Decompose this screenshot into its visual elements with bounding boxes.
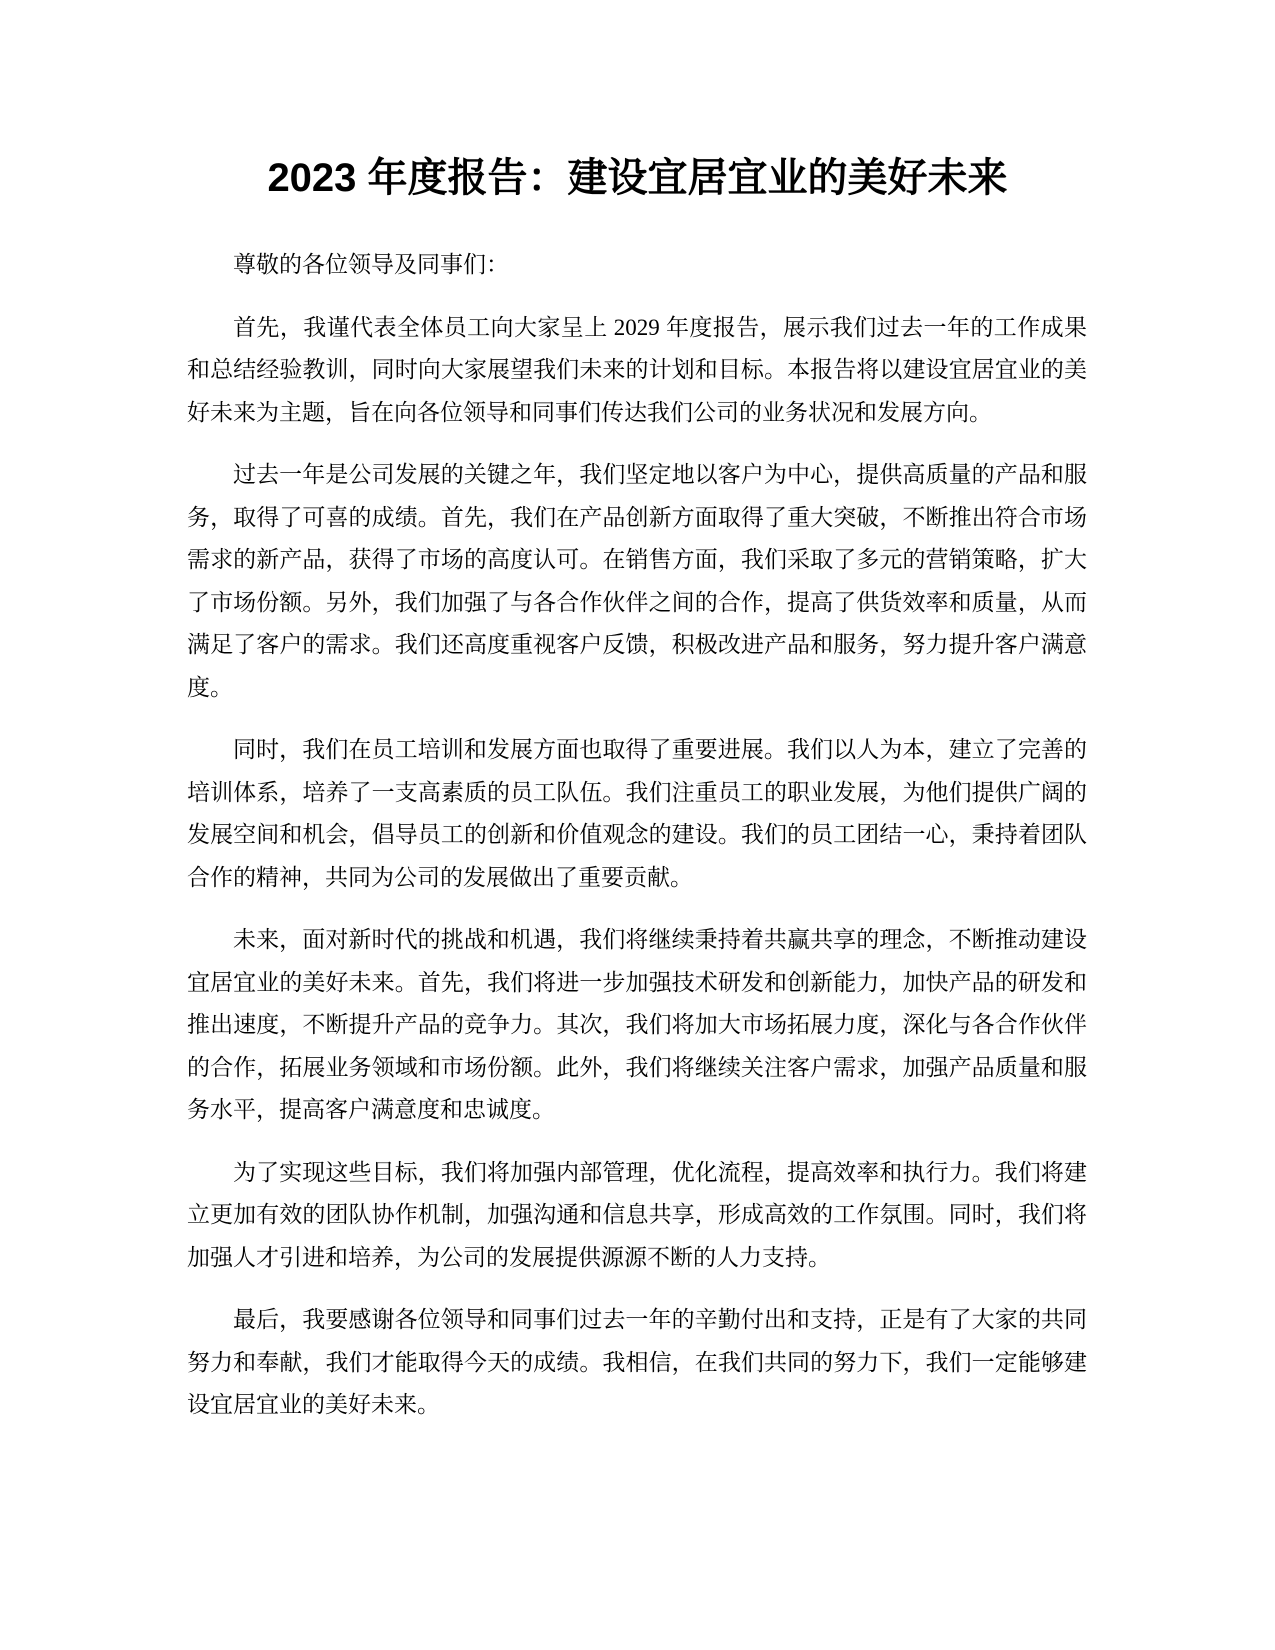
paragraph: 未来，面对新时代的挑战和机遇，我们将继续秉持着共赢共享的理念，不断推动建设宜居宜业的美好未来。首先，我们将进一步加强技术研发和创新能力，加快产品的研发和推出速度，不断提升产品的竞争力。其次，我们将加大市场拓展力度，深化与各合作伙伴的合作，拓展业务领域和市场份额。此外，我们将继续关注客户需求，加强产品质量和服务水平，提高客户满意度和忠诚度。 <box>187 927 1087 1122</box>
document-body <box>187 244 1087 1447</box>
salutation: 尊敬的各位领导及同事们： <box>233 252 509 277</box>
paragraph: 过去一年是公司发展的关键之年，我们坚定地以客户为中心，提供高质量的产品和服务，取得了可喜的成绩。首先，我们在产品创新方面取得了重大突破，不断推出符合市场需求的新产品，获得了市场的高度认可。在销售方面，我们采取了多元的营销策略，扩大了市场份额。另外，我们加强了与各合作伙伴之间的合作，提高了供货效率和质量，从而满足了客户的需求。我们还高度重视客户反馈，积极改进产品和服务，努力提升客户满意度。 <box>187 462 1087 700</box>
paragraph: 首先，我谨代表全体员工向大家呈上 2029 年度报告，展示我们过去一年的工作成果和总结经验教训，同时向大家展望我们未来的计划和目标。本报告将以建设宜居宜业的美好未来为主题，旨在向各位领导和同事们传达我们公司的业务状况和发展方向。 <box>187 314 1087 425</box>
document-title: 2023 年度报告：建设宜居宜业的美好未来 <box>267 156 1008 200</box>
paragraph: 同时，我们在员工培训和发展方面也取得了重要进展。我们以人为本，建立了完善的培训体系，培养了一支高素质的员工队伍。我们注重员工的职业发展，为他们提供广阔的发展空间和机会，倡导员工的创新和价值观念的建设。我们的员工团结一心，秉持着团队合作的精神，共同为公司的发展做出了重要贡献。 <box>187 737 1087 890</box>
paragraph: 为了实现这些目标，我们将加强内部管理，优化流程，提高效率和执行力。我们将建立更加有效的团队协作机制，加强沟通和信息共享，形成高效的工作氛围。同时，我们将加强人才引进和培养，为公司的发展提供源源不断的人力支持。 <box>187 1159 1087 1270</box>
paragraph: 最后，我要感谢各位领导和同事们过去一年的辛勤付出和支持，正是有了大家的共同努力和奉献，我们才能取得今天的成绩。我相信，在我们共同的努力下，我们一定能够建设宜居宜业的美好未来。 <box>187 1307 1087 1417</box>
